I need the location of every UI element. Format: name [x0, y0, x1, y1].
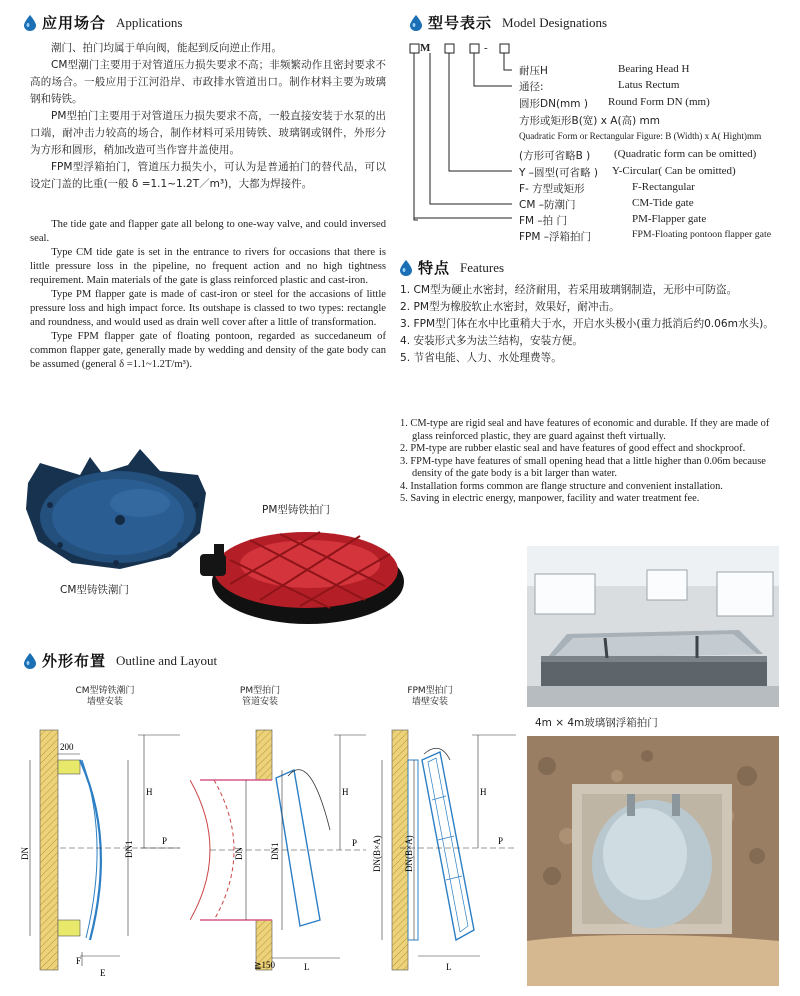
- model-row-1-zh: 通径:: [519, 81, 544, 93]
- diagram-cm-title: [50, 686, 160, 708]
- diagram-fpm-drawing: [370, 720, 520, 990]
- app-en-p2: Type CM tide gate is set in the entrance to rivers for occasions that there is little pressure loss in the pipeline, no frequent action and no high tightness requirement. Main materials of the gate is glass reinforced plastic and cast-iron.: [30, 247, 386, 286]
- feature-zh-5: 5. 节省电能、人力、水处理费等。: [400, 352, 562, 364]
- diagram-pm-min: ≧150: [254, 960, 276, 970]
- feature-en-2: 2. PM-type are rubber elastic seal and have features of good effect and shockproof.: [400, 443, 746, 454]
- diagram-cm-title-2: 墙壁安装: [86, 697, 123, 707]
- model-row-3-zh: 方形或矩形B(宽) x A(高) mm: [519, 115, 660, 127]
- diagram-pm-title-2: 管道安装: [241, 697, 278, 707]
- model-row-10-en: FPM-Floating pontoon flapper gate: [632, 229, 772, 240]
- model-row-5-zh: (方形可省略B ): [519, 150, 591, 162]
- diagram-cm-dn: DN: [20, 847, 30, 860]
- diagram-fpm-title-2: 墙壁安装: [411, 697, 448, 707]
- model-row-5-en: (Quadratic form can be omitted): [614, 148, 757, 160]
- app-zh-p4: FPM型浮箱拍门，管道压力损失小，可认为是普通拍门的替代品，可以设定门盖的比重(一般 δ =1.1~1.2T／m³)，大都为焊接件。: [30, 161, 386, 190]
- features-zh-list: [400, 282, 784, 367]
- model-row-8-zh: CM –防潮门: [519, 199, 576, 211]
- diagram-cm-h: H: [146, 787, 153, 797]
- diagram-pm-l: L: [304, 962, 310, 972]
- feature-en-5: 5. Saving in electric energy, manpower, facility and water treatment fee.: [400, 493, 700, 504]
- model-row-6-en: Y-Circular( Can be omitted): [612, 165, 736, 177]
- cm-gate-photo: [20, 445, 210, 575]
- pm-gate-photo: [200, 520, 410, 630]
- diagram-pm-dn: DN: [234, 847, 244, 860]
- applications-zh-text: [30, 40, 386, 193]
- diagram-cm-dn1: DN1: [124, 840, 134, 858]
- model-header: [410, 12, 607, 33]
- diagram-fpm-dn: DN(B×A): [372, 835, 382, 872]
- applications-header: [24, 12, 182, 33]
- diagram-pm-h: H: [342, 787, 349, 797]
- features-title-zh: 特点: [418, 259, 451, 277]
- model-row-9-zh: FM –拍 门: [519, 215, 568, 227]
- outline-title-zh: 外形布置: [42, 652, 107, 670]
- water-drop-icon: [400, 260, 412, 276]
- features-header: [400, 257, 504, 278]
- feature-zh-3: 3. FPM型门体在水中比重稍大于水，开启水头极小(重力抵消后约0.06m水头)。: [400, 318, 774, 330]
- applications-en-text: [30, 218, 386, 372]
- model-row-0-en: Bearing Head H: [618, 63, 690, 75]
- model-row-2-zh: 圆形DN(mm ): [519, 98, 588, 110]
- diagram-pm-title: [205, 686, 315, 708]
- diagram-fpm-dn1: DN(B×A): [404, 835, 414, 872]
- diagram-pm-title-1: PM型拍门: [239, 686, 281, 696]
- app-en-p1: The tide gate and flapper gate all belong to one-way valve, and could inversed seal.: [30, 219, 386, 244]
- feature-en-3: 3. FPM-type have features of small opening head that a little higher than 0.06m because density of the gate body is a bit larger than water.: [400, 455, 766, 479]
- model-row-6-zh: Y –圆型(可省略 ): [519, 167, 599, 179]
- water-drop-icon: [24, 15, 36, 31]
- model-row-0-zh: 耐压H: [519, 65, 548, 77]
- model-title-zh: 型号表示: [428, 14, 493, 32]
- diagram-fpm-p: P: [498, 836, 504, 846]
- diagram-cm-p: P: [162, 836, 168, 846]
- diagram-cm-dim-200: 200: [60, 742, 74, 752]
- diagram-pm-p: P: [352, 838, 358, 848]
- feature-zh-2: 2. PM型为橡胶软止水密封，效果好，耐冲击。: [400, 301, 620, 313]
- model-row-7-en: F-Rectangular: [632, 181, 695, 193]
- app-en-p4: Type FPM flapper gate of floating pontoon, regarded as succedaneum of common flapper gate, generally made by wedding and density of the gate body can be assumed (general δ =1.1~1.2T/m³).: [30, 331, 386, 370]
- model-row-4-en: Quadratic Form or Rectangular Figure: B (Width) x A( Hight)mm: [519, 131, 762, 141]
- applications-title-zh: 应用场合: [42, 14, 107, 32]
- diagram-pm-drawing: [190, 720, 370, 990]
- cm-photo-caption: CM型铸铁潮门: [60, 584, 129, 596]
- fpm-factory-photo: [527, 546, 779, 707]
- features-en-list: [400, 418, 784, 506]
- diagram-cm-drawing: [20, 720, 190, 990]
- water-drop-icon: [410, 15, 422, 31]
- applications-title-en: Applications: [116, 14, 183, 30]
- outline-header: [24, 650, 217, 671]
- app-en-p3: Type PM flapper gate is made of cast-iron or steel for the accasions of little pressure loss and high impact force. Its outshape is classed to two types: rectangle and roundness, and would used as drain well cover after a little of transformation.: [30, 289, 386, 328]
- diagram-fpm-h: H: [480, 787, 487, 797]
- feature-en-4: 4. Installation forms common are flange structure and convenient installation.: [400, 480, 723, 492]
- feature-zh-4: 4. 安装形式多为法兰结构，安装方便。: [400, 335, 583, 347]
- fpm-site-photo: [527, 736, 779, 986]
- diagram-fpm-l: L: [446, 962, 452, 972]
- model-row-2-en: Round Form DN (mm): [608, 96, 710, 108]
- water-drop-icon: [24, 653, 36, 669]
- diagram-cm-f: F: [76, 956, 82, 966]
- model-row-9-en: PM-Flapper gate: [632, 213, 707, 225]
- feature-zh-1: 1. CM型为硬止水密封，经济耐用，若采用玻璃钢制造，无形中可防盗。: [400, 284, 738, 296]
- diagram-pm-dn1: DN1: [270, 842, 280, 860]
- diagram-fpm-title-1: FPM型拍门: [407, 686, 453, 696]
- fpm-photo-caption: 4m × 4m玻璃钢浮箱拍门: [535, 717, 658, 729]
- diagram-fpm-title: [375, 686, 485, 708]
- outline-title-en: Outline and Layout: [116, 652, 218, 668]
- diagram-cm-e: E: [100, 968, 106, 978]
- pm-photo-caption: PM型铸铁拍门: [262, 504, 330, 516]
- model-title-en: Model Designations: [502, 14, 608, 30]
- feature-en-1: 1. CM-type are rigid seal and have features of economic and durable. If they are made of glass reinforced plastic, they are guard against theft virtually.: [400, 418, 770, 442]
- model-row-1-en: Latus Rectum: [618, 79, 680, 91]
- model-code-diagram: [400, 38, 800, 248]
- model-row-7-zh: F- 方型或矩形: [519, 183, 585, 195]
- features-title-en: Features: [460, 259, 505, 275]
- app-zh-p1: 潮门、拍门均属于单向阀，能起到反向逆止作用。: [51, 42, 282, 54]
- model-code-m: M: [420, 42, 431, 54]
- app-zh-p3: PM型拍门主要用于对管道压力损失要求不高，一般直接安装于水泵的出口端，耐冲击力较高的场合，制作材料可采用铸铁、玻璃钢或钢件，外形分为方形和圆形，稍加改造可当作窨井盖使用。: [30, 110, 386, 156]
- model-row-8-en: CM-Tide gate: [632, 197, 694, 209]
- app-zh-p2: CM型潮门主要用于对管道压力损失要求不高；非频繁动作且密封要求不高的场合。一般应用于江河沿岸、市政排水管道出口。制作材料主要为玻璃钢和铸铁。: [30, 59, 386, 105]
- model-row-10-zh: FPM –浮箱拍门: [519, 231, 592, 243]
- diagram-cm-title-1: CM型铸铁潮门: [75, 686, 135, 696]
- model-code-dash: -: [484, 42, 488, 54]
